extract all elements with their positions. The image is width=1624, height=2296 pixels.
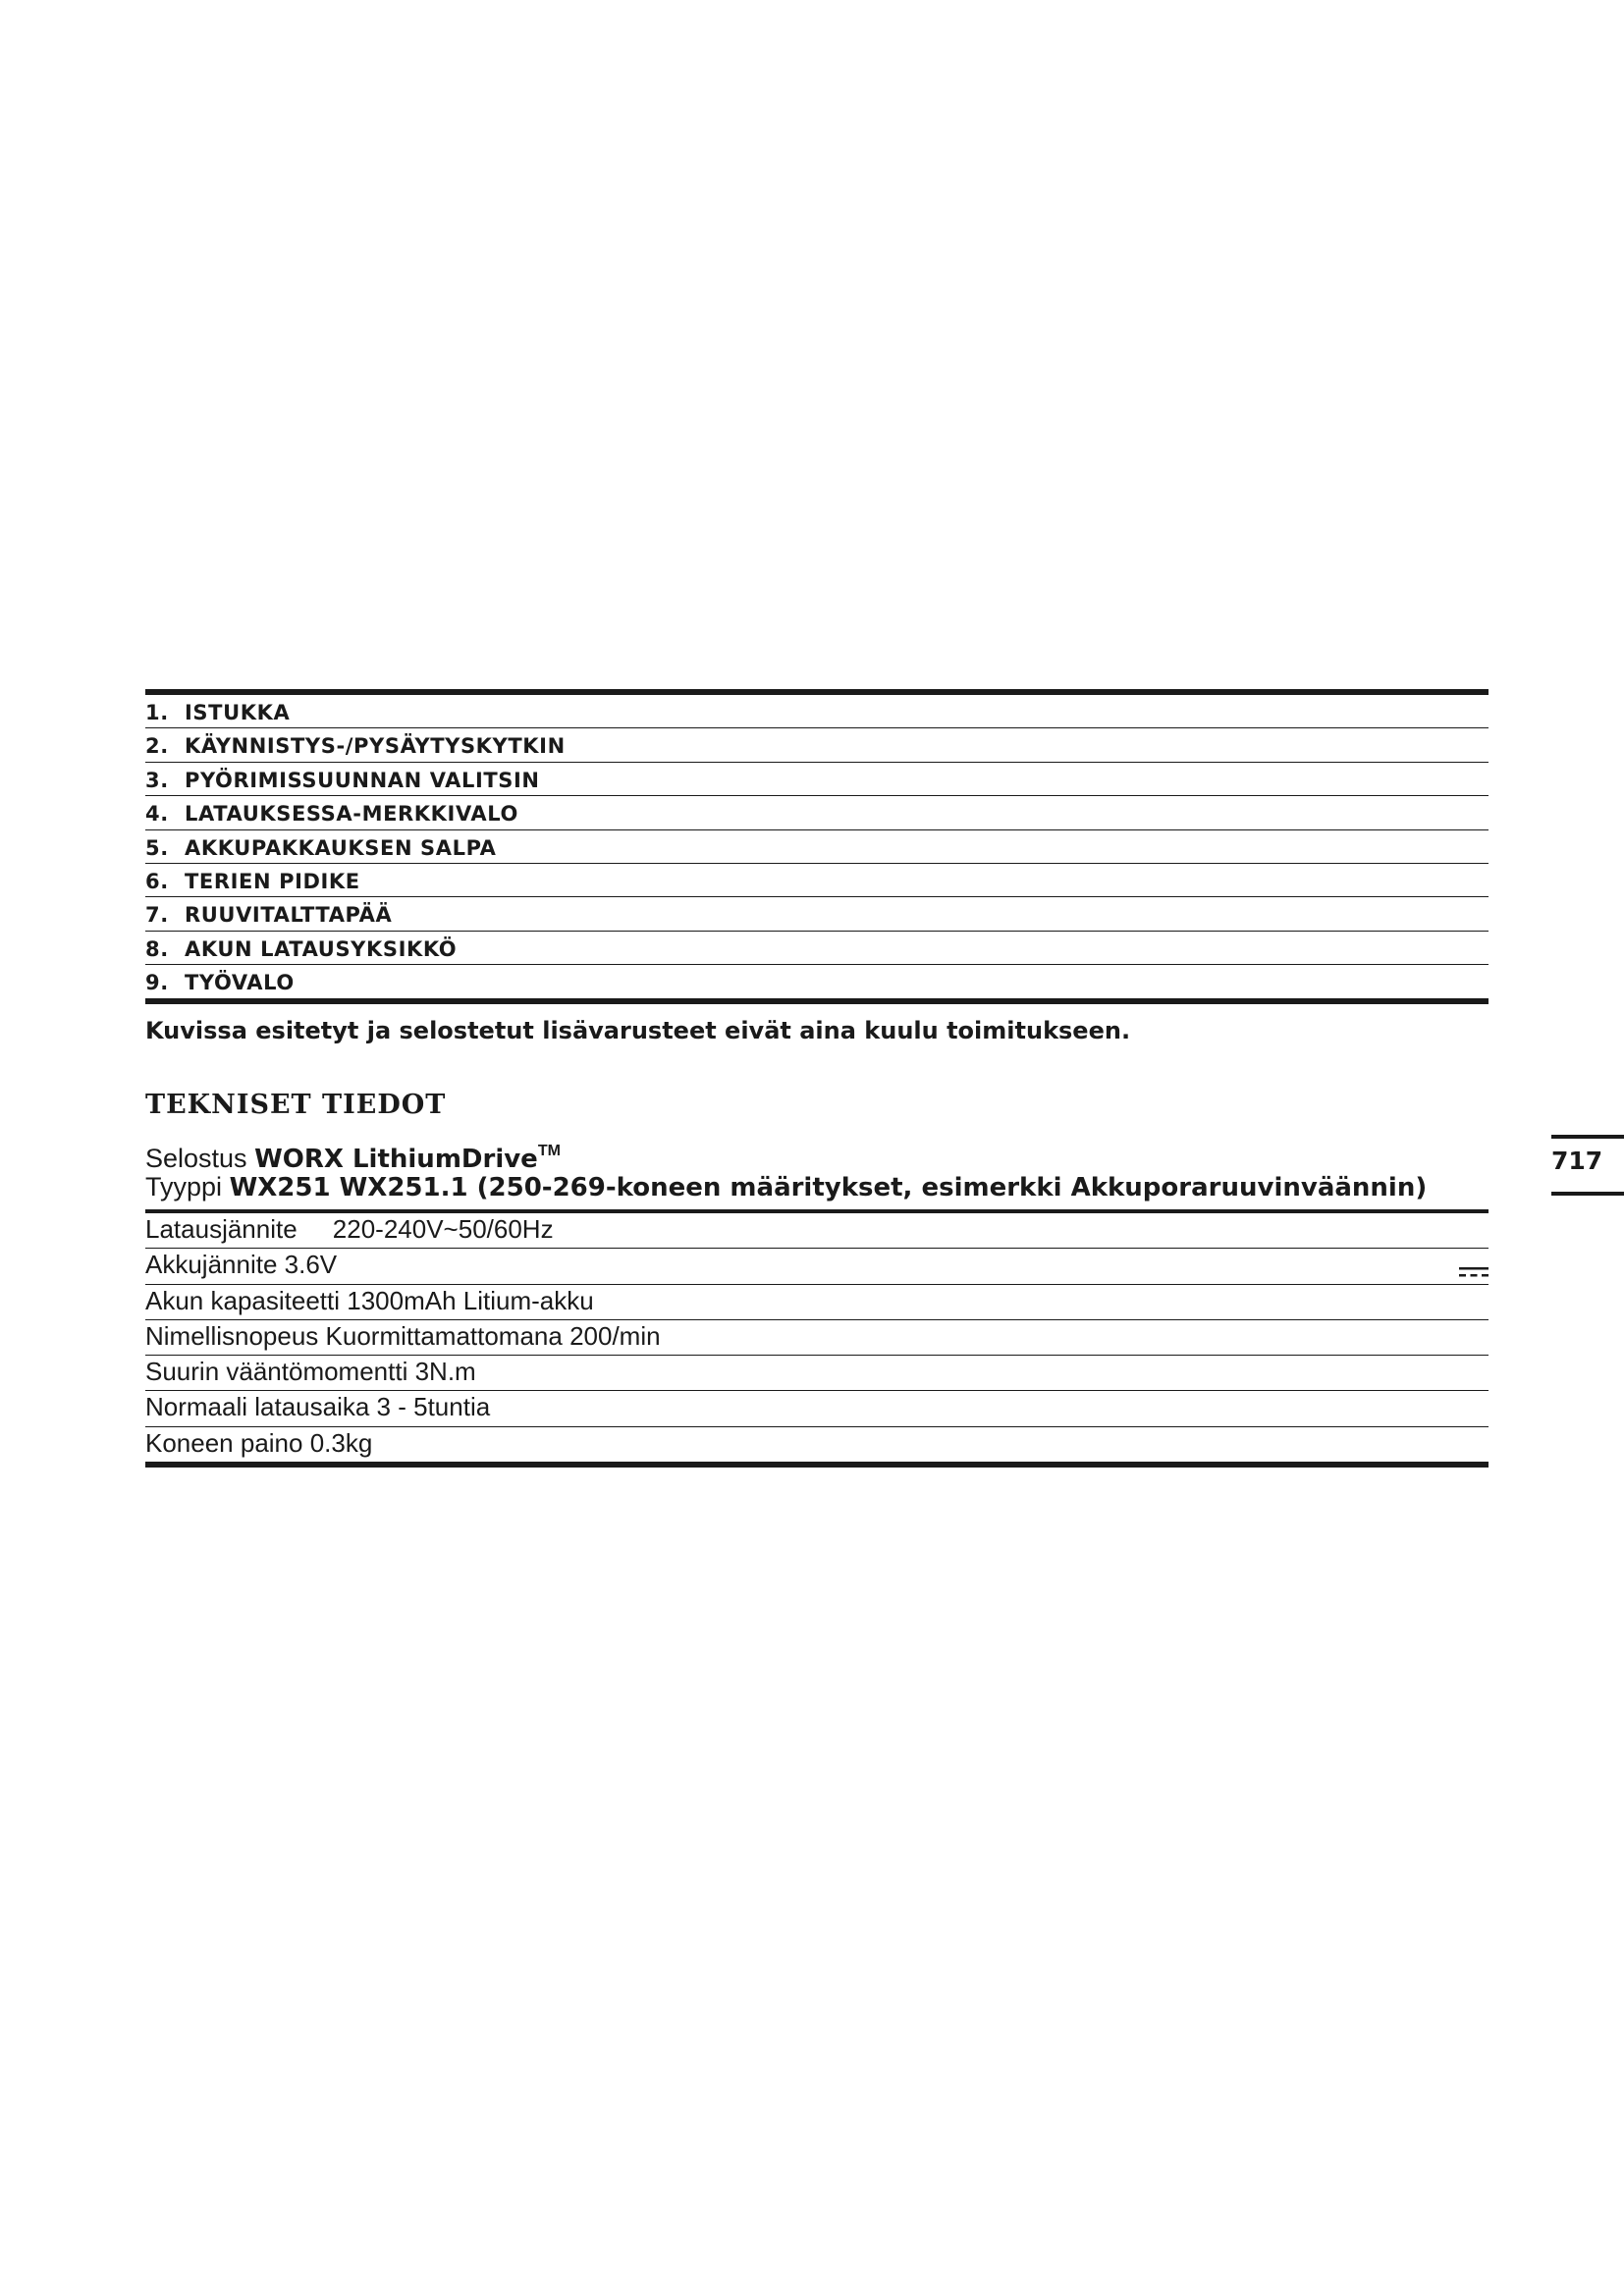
item-label: TYÖVALO <box>185 971 295 995</box>
item-number: 2. <box>145 734 169 759</box>
description-label: Selostus <box>145 1144 247 1173</box>
item-number: 6. <box>145 869 169 893</box>
item-number: 1. <box>145 701 169 724</box>
spec-text: Koneen paino 0.3kg <box>145 1427 373 1458</box>
parts-list <box>145 689 1489 1004</box>
item-number: 8. <box>145 936 169 961</box>
item-label: PYÖRIMISSUUNNAN VALITSIN <box>185 768 540 792</box>
spec-row <box>145 1390 1489 1425</box>
spec-row <box>145 1213 1489 1248</box>
parts-list-item <box>145 695 1489 727</box>
item-label: RUUVITALTTAPÄÄ <box>185 903 393 928</box>
item-number: 3. <box>145 768 169 792</box>
spec-row <box>145 1426 1489 1462</box>
spec-text: Akkujännite 3.6V <box>145 1250 338 1280</box>
spec-text: Normaali latausaika 3 - 5tuntia <box>145 1392 491 1422</box>
parts-list-item <box>145 727 1489 761</box>
item-label: TERIEN PIDIKE <box>185 869 360 893</box>
item-label: LATAUKSESSA-MERKKIVALO <box>185 802 518 827</box>
item-number: 4. <box>145 802 169 827</box>
spec-text: Nimellisnopeus Kuormittamattomana 200/min <box>145 1320 661 1351</box>
parts-list-item <box>145 762 1489 795</box>
item-number: 9. <box>145 971 169 995</box>
item-label: ISTUKKA <box>185 701 291 724</box>
parts-list-item <box>145 896 1489 930</box>
item-number: 5. <box>145 835 169 860</box>
spec-text: Latausjännite 220-240V~50/60Hz <box>145 1214 554 1244</box>
accessories-note: Kuvissa esitetyt ja selostetut lisävarusteet eivät aina kuulu toimitukseen. <box>145 1017 1131 1044</box>
spec-row <box>145 1284 1489 1319</box>
item-label: KÄYNNISTYS-/PYSÄYTYSKYTKIN <box>185 734 566 759</box>
parts-list-item <box>145 931 1489 964</box>
page-number: 717 <box>1551 1147 1603 1175</box>
type-label: Tyyppi <box>145 1172 223 1201</box>
trademark-mark: TM <box>537 1143 561 1159</box>
spec-row <box>145 1248 1489 1283</box>
type-value: WX251 WX251.1 (250-269-koneen määritykset, esimerkki Akkuporaruuvinväännin) <box>229 1173 1428 1202</box>
product-name: WORX LithiumDrive <box>254 1145 538 1174</box>
direct-current-icon <box>1459 1266 1489 1278</box>
item-label: AKKUPAKKAUKSEN SALPA <box>185 835 497 860</box>
parts-list-item <box>145 795 1489 828</box>
item-number: 7. <box>145 903 169 928</box>
spec-row <box>145 1319 1489 1355</box>
parts-list-item <box>145 863 1489 896</box>
technical-data-heading: TEKNISET TIEDOT <box>145 1090 447 1120</box>
spec-text: Suurin vääntömomentti 3N.m <box>145 1357 476 1387</box>
item-label: AKUN LATAUSYKSIKKÖ <box>185 936 458 961</box>
page-tab-rule-top <box>1551 1135 1624 1139</box>
specs-table <box>145 1209 1489 1468</box>
parts-list-item <box>145 829 1489 863</box>
spec-row <box>145 1355 1489 1390</box>
type-line <box>145 1172 1427 1202</box>
page-tab-rule-bottom <box>1551 1192 1624 1196</box>
description-line <box>145 1143 561 1174</box>
parts-list-item <box>145 964 1489 997</box>
spec-text: Akun kapasiteetti 1300mAh Litium-akku <box>145 1285 594 1315</box>
